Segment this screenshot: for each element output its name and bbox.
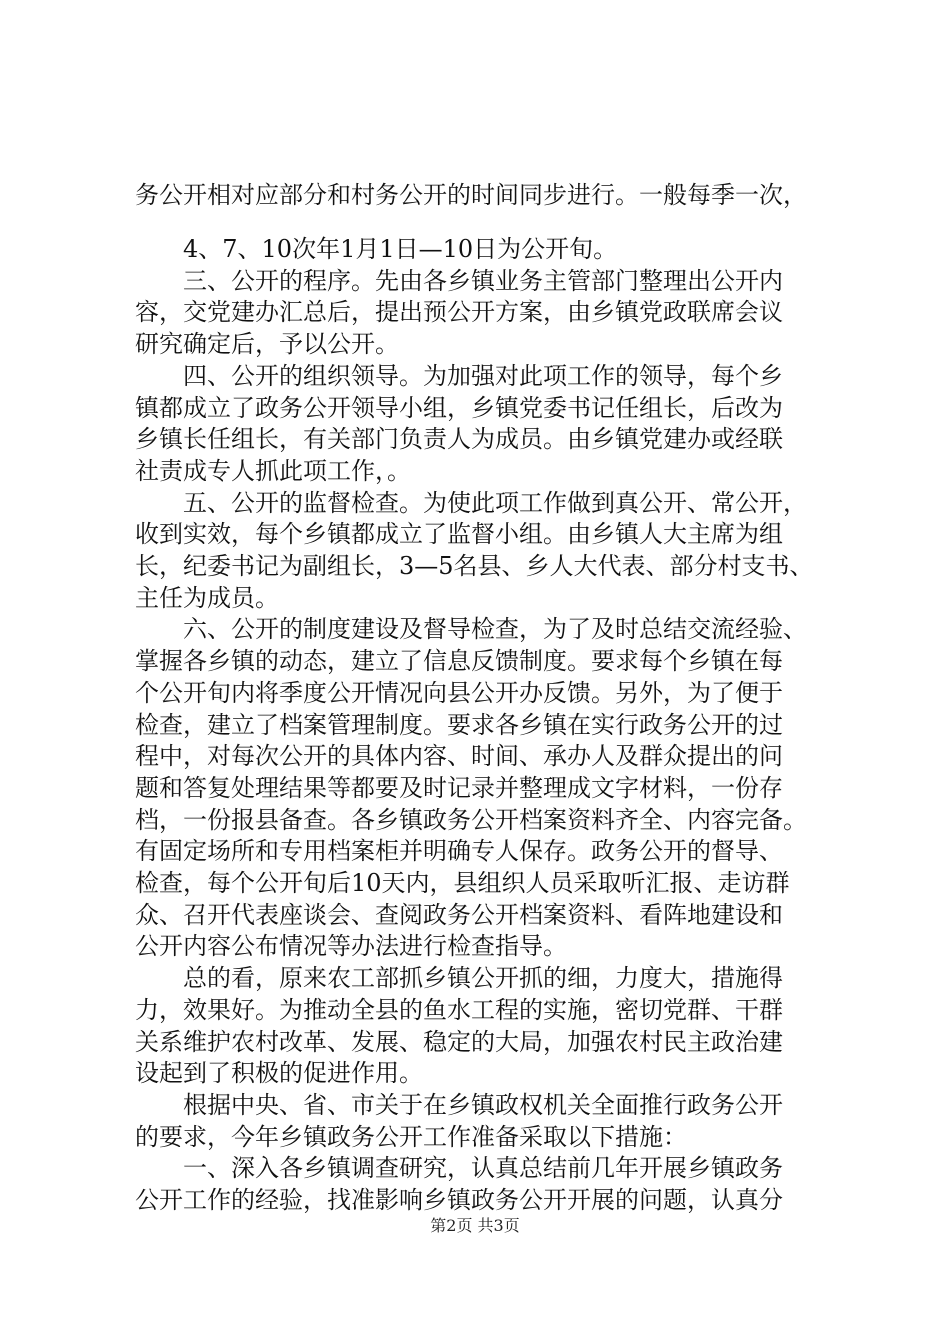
text-line: 公开工作的经验，找准影响乡镇政务公开开展的问题，认真分 — [135, 1186, 783, 1214]
text-line: 三、公开的程序。先由各乡镇业务主管部门整理出公开内 — [183, 267, 783, 295]
text-line: 总的看，原来农工部抓乡镇公开抓的细，力度大，措施得 — [183, 964, 783, 992]
text-line: 有固定场所和专用档案柜并明确专人保存。政务公开的督导、 — [135, 837, 783, 865]
text-line: 收到实效，每个乡镇都成立了监督小组。由乡镇人大主席为组 — [135, 520, 783, 548]
page-number: 第2页 共3页 — [430, 1216, 520, 1235]
text-line: 的要求，今年乡镇政务公开工作准备采取以下措施： — [135, 1123, 687, 1151]
text-line: 众、召开代表座谈会、查阅政务公开档案资料、看阵地建设和 — [135, 901, 783, 929]
text-line: 根据中央、省、市关于在乡镇政权机关全面推行政务公开 — [183, 1091, 783, 1119]
text-line: 主任为成员。 — [135, 584, 279, 612]
text-line: 容，交党建办汇总后，提出预公开方案，由乡镇党政联席会议 — [135, 298, 783, 326]
text-line: 力，效果好。为推动全县的鱼水工程的实施，密切党群、干群 — [135, 996, 783, 1024]
text-line: 掌握各乡镇的动态，建立了信息反馈制度。要求每个乡镇在每 — [135, 647, 783, 675]
text-line: 检查，建立了档案管理制度。要求各乡镇在实行政务公开的过 — [135, 711, 783, 739]
text-line: 题和答复处理结果等都要及时记录并整理成文字材料，一份存 — [135, 774, 783, 802]
text-line: 档，一份报县备查。各乡镇政务公开档案资料齐全、内容完备。 — [135, 806, 807, 834]
text-line: 社责成专人抓此项工作，。 — [135, 457, 411, 485]
text-line: 程中，对每次公开的具体内容、时间、承办人及群众提出的问 — [135, 742, 783, 770]
text-line: 检查，每个公开旬后10天内，县组织人员采取听汇报、走访群 — [135, 869, 790, 897]
text-line: 一、深入各乡镇调查研究，认真总结前几年开展乡镇政务 — [183, 1154, 783, 1182]
text-line: 设起到了积极的促进作用。 — [135, 1059, 423, 1087]
text-line: 乡镇长任组长，有关部门负责人为成员。由乡镇党建办或经联 — [135, 425, 783, 453]
text-line: 研究确定后，予以公开。 — [135, 330, 399, 358]
text-line: 个公开旬内将季度公开情况向县公开办反馈。另外，为了便于 — [135, 679, 783, 707]
text-line: 五、公开的监督检查。为使此项工作做到真公开、常公开， — [183, 489, 807, 517]
text-line: 镇都成立了政务公开领导小组，乡镇党委书记任组长，后改为 — [135, 394, 783, 422]
text-line: 4、7、10次年1月1日—10日为公开旬。 — [183, 235, 618, 263]
text-line: 公开内容公布情况等办法进行检查指导。 — [135, 932, 567, 960]
text-line: 关系维护农村改革、发展、稳定的大局，加强农村民主政治建 — [135, 1028, 783, 1056]
text-line: 六、公开的制度建设及督导检查，为了及时总结交流经验、 — [183, 615, 807, 643]
text-line: 长，纪委书记为副组长，3—5名县、乡人大代表、部分村支书、 — [135, 552, 814, 580]
text-line: 务公开相对应部分和村务公开的时间同步进行。一般每季一次， — [135, 181, 807, 209]
text-line: 四、公开的组织领导。为加强对此项工作的领导，每个乡 — [183, 362, 783, 390]
